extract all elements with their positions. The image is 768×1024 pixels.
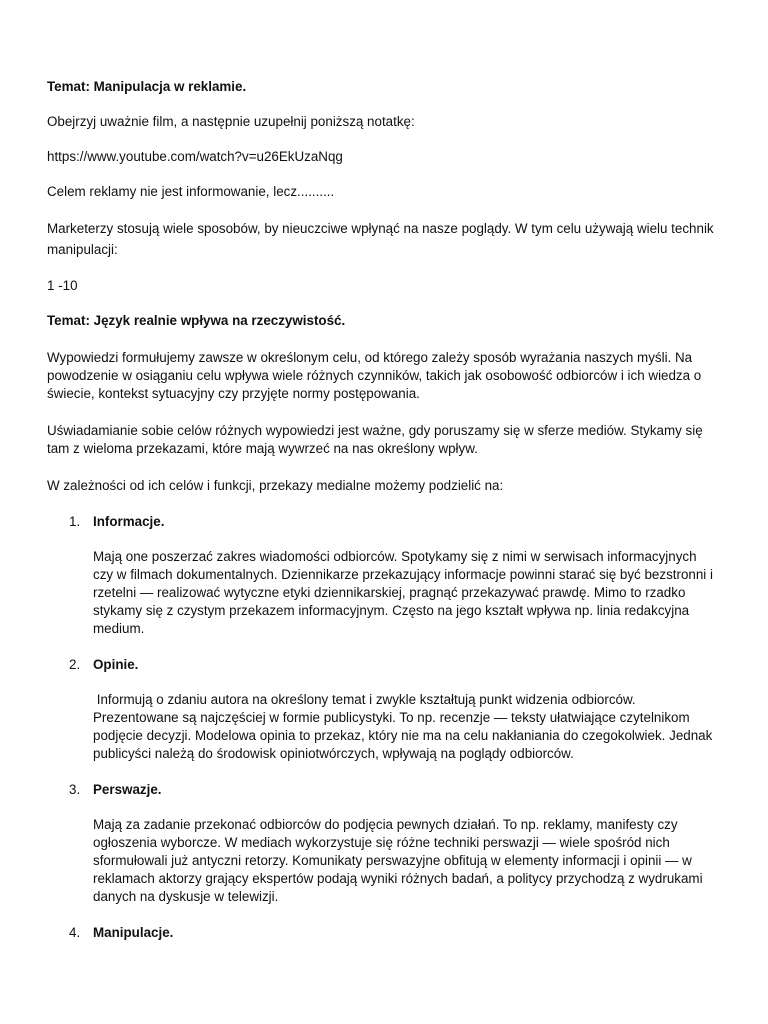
list-item-description: Mają one poszerzać zakres wiadomości odbiorców. Spotykamy się z nimi w serwisach informacyjnych czy w filmach dokumentalnych. Dziennikarze przekazujący informacje powinni starać się być bezstronni i rzetelni — realizować wytyczne etyki dziennikarskiej, pragnąć przekazywać prawdę. Mimo to rzadko stykamy się z czystym przekazem informacyjnym. Często na jego kształt wpływa np. linia redakcyjna medium. [93,549,713,636]
section2-title: Temat: Język realnie wpływa na rzeczywistość. [47,313,346,328]
document-page [47,78,719,942]
list-item-description: Informują o zdaniu autora na określony temat i zwykle kształtują punkt widzenia odbiorców. Prezentowane są najczęściej w formie publicystyki. To np. recenzje — teksty ułatwiające czytelnikom podjęcie decyzji. Modelowa opinia to przekaz, który nie ma na celu nakłaniania do czegokolwiek. Jednak publicyści należą do środowisk opiniotwórczych, wpływają na poglądy odbiorców. [93,692,717,761]
list-number: 2. [69,657,81,672]
list-item-title: Informacje. [93,514,165,529]
paragraph-1: Wypowiedzi formułujemy zawsze w określonym celu, od którego zależy sposób wyrażania naszych myśli. Na powodzenie w osiąganiu celu wpływa wiele różnych czynników, takich jak osobowość odbiorców i ich wiedza o świecie, kontekst sytuacyjny czy przyjęte normy postępowania. [47,350,702,401]
list-item-description: Mają za zadanie przekonać odbiorców do podjęcia pewnych działań. To np. reklamy, manifesty czy ogłoszenia wyborcze. W mediach wykorzystuje się różne techniki perswazji — wiele spośród nich sformułowali już antyczni retorzy. Komunikaty perswazyjne obfitują w elementy informacji i opinii — w reklamach aktorzy grający ekspertów podają wyniki różnych badań, a politycy przychodzą z wydrukami danych na dyskusje w telewizji. [93,817,703,904]
list-item-informacje [47,513,719,638]
list-item-manipulacje [47,924,719,942]
video-link[interactable]: https://www.youtube.com/watch?v=u26EkUzaNqg [47,149,343,164]
paragraph-2: Uświadamianie sobie celów różnych wypowiedzi jest ważne, gdy poruszamy się w sferze mediów. Stykamy się tam z wieloma przekazami, które mają wywrzeć na nas określony wpływ. [47,423,703,456]
list-item-title: Perswazje. [93,782,162,797]
instruction-text: Obejrzyj uważnie film, a następnie uzupełnij poniższą notatkę: [47,114,415,129]
section1-title: Temat: Manipulacja w reklamie. [47,79,247,94]
media-types-list [47,513,719,942]
fill-in-sentence-1: Celem reklamy nie jest informowanie, lecz.......... [47,184,335,199]
list-item-opinie [47,656,719,763]
list-item-title: Manipulacje. [93,925,174,940]
list-number: 4. [69,925,81,940]
list-number: 1. [69,514,81,529]
list-item-title: Opinie. [93,657,139,672]
fill-in-sentence-2: Marketerzy stosują wiele sposobów, by nieuczciwe wpłynąć na nasze poglądy. W tym celu używają wielu technik manipulacji: [47,221,714,257]
list-item-perswazje [47,781,719,906]
paragraph-3: W zależności od ich celów i funkcji, przekazy medialne możemy podzielić na: [47,478,504,493]
technique-range: 1 -10 [47,278,78,293]
list-number: 3. [69,782,81,797]
